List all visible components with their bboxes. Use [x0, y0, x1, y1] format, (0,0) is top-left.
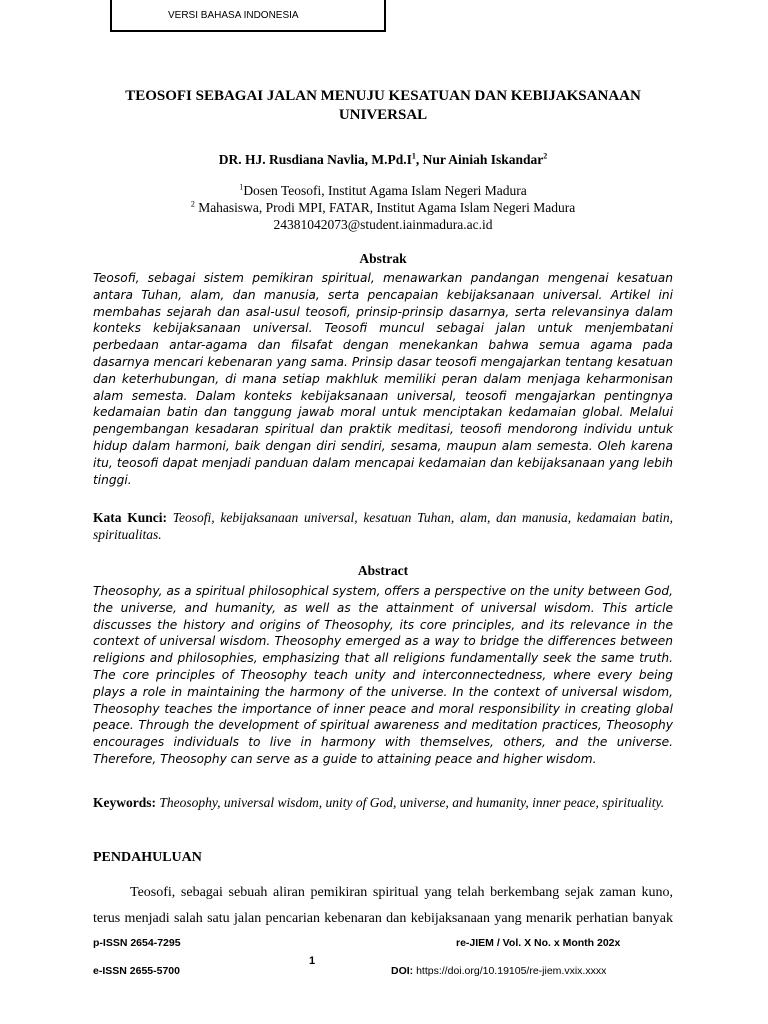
paper-title	[93, 87, 673, 125]
abstrak-text: Teosofi, sebagai sistem pemikiran spiritual, menawarkan pandangan mengenai kesatuan antara Tuhan, alam, dan manusia, serta pencapaian kebijaksanaan universal. Artikel ini membahas sejarah dan asal-usul teosofi, prinsip-prinsip dasarnya, serta relevansinya dalam konteks kebijaksanaan universal. Teosofi muncul sebagai jalan untuk menjembatani perbedaan antar-agama dan filsafat dengan menekankan bahwa semua agama pada dasarnya mencari kebenaran yang sama. Prinsip dasar teosofi mengajarkan tentang kesatuan dan keterhubungan, di mana setiap makhluk memiliki peran dalam menjaga keharmonisan alam semesta. Dalam konteks kebijaksanaan universal, teosofi mengajarkan pentingnya kedamaian batin dan tanggung jawab moral untuk menciptakan kedamaian global. Melalui pengembangan kesadaran spiritual dan praktik meditasi, teosofi mendorong individu untuk hidup dalam harmoni, baik dengan diri sendiri, sesama, maupun alam semesta. Oleh karena itu, teosofi dapat menjadi panduan dalam mencapai kedamaian dan kebijaksanaan yang lebih tinggi.	[93, 271, 673, 487]
author-list	[93, 152, 673, 168]
doi-link[interactable]: https://doi.org/10.19105/re-jiem.vxix.xxxx	[413, 965, 607, 977]
author-1: DR. HJ. Rusdiana Navlia, M.Pd.I	[218, 152, 412, 167]
author-separator: ,	[415, 152, 423, 167]
affiliation-1-text: Dosen Teosofi, Institut Agama Islam Negeri Madura	[243, 183, 527, 198]
affiliation-1-mark: 1	[239, 182, 244, 192]
version-label-text: VERSI BAHASA INDONESIA	[168, 10, 299, 21]
section-heading-pendahuluan: PENDAHULUAN	[93, 850, 202, 865]
title-line-2: UNIVERSAL	[338, 107, 428, 123]
footer-pissn: p-ISSN 2654-7295	[93, 937, 181, 949]
author-2-affil-mark: 2	[543, 151, 548, 161]
author-2: Nur Ainiah Iskandar	[422, 152, 544, 167]
keywords	[93, 794, 673, 811]
abstract-text: Theosophy, as a spiritual philosophical system, offers a perspective on the unity between God, the universe, and humanity, as well as the attainment of universal wisdom. This article discusses the history and origins of Theosophy, its core principles, and its relevance in the context of universal wisdom. Theosophy emerged as a way to bridge the differences between religions and philosophies, emphasizing that all religions fundamentally seek the same truth. The core principles of Theosophy teach unity and interconnectedness, where every being plays a role in maintaining the harmony of the universe. In the context of universal wisdom, Theosophy teaches the importance of inner peace and moral responsibility in creating global peace. Through the development of spiritual awareness and meditation practices, Theosophy encourages individuals to live in harmony with themselves, others, and the universe. Therefore, Theosophy can serve as a guide to attaining peace and higher wisdom.	[93, 584, 673, 766]
keywords-text: Theosophy, universal wisdom, unity of God, universe, and humanity, inner peace, spirituality.	[156, 795, 665, 810]
intro-paragraph: Teosofi, sebagai sebuah aliran pemikiran spiritual yang telah berkembang sejak zaman kuno, terus menjadi salah satu jalan pencarian kebenaran dan kebijaksanaan yang menarik perhatian banyak	[93, 885, 673, 926]
footer-journal: re-JIEM / Vol. X No. x Month 202x	[456, 937, 621, 949]
page-number: 1	[309, 955, 316, 967]
abstrak-heading: Abstrak	[359, 251, 407, 266]
author-email	[93, 216, 673, 233]
kata-kunci-text: Teosofi, kebijaksanaan universal, kesatuan Tuhan, alam, dan manusia, kedamaian batin, spiritualitas.	[93, 510, 673, 542]
affiliation-2-mark: 2	[190, 199, 195, 209]
title-line-1: TEOSOFI SEBAGAI JALAN MENUJU KESATUAN DAN KEBIJAKSANAAN	[125, 88, 641, 104]
keywords-label: Keywords:	[93, 795, 156, 810]
email-text: 24381042073@student.iainmadura.ac.id	[273, 217, 493, 232]
doi-label: DOI:	[391, 965, 414, 977]
affiliation-2-text: Mahasiswa, Prodi MPI, FATAR, Institut Agama Islam Negeri Madura	[194, 200, 576, 215]
abstract-heading: Abstract	[357, 563, 409, 578]
affiliation-2	[93, 199, 673, 216]
footer-eissn: e-ISSN 2655-5700	[93, 965, 180, 977]
footer-doi	[391, 965, 606, 977]
author-1-affil-mark: 1	[411, 151, 416, 161]
version-label	[110, 0, 386, 32]
kata-kunci	[93, 509, 673, 543]
affiliation-1	[93, 182, 673, 199]
kata-kunci-label: Kata Kunci:	[93, 510, 167, 525]
